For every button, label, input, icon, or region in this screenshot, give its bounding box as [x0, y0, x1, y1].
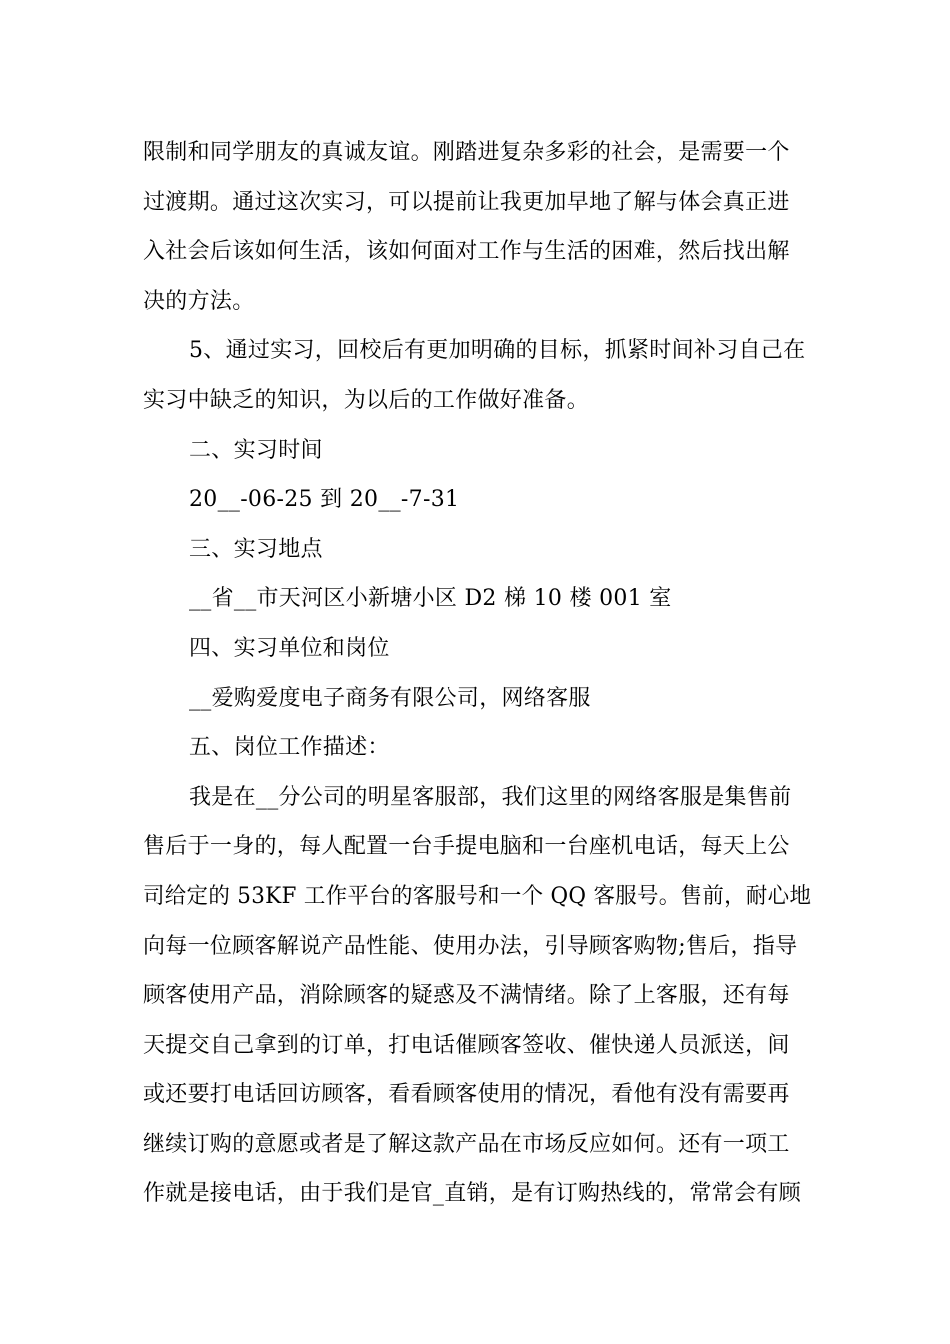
text-line: 作就是接电话，由于我们是官_直销，是有订购热线的，常常会有顾: [143, 1181, 802, 1207]
text-line: 三、实习地点: [189, 536, 323, 562]
text-line: 五、岗位工作描述：: [189, 735, 390, 761]
text-line: 向每一位顾客解说产品性能、使用办法，引导顾客购物;售后，指导: [143, 933, 798, 959]
text-line: 司给定的 53KF 工作平台的客服号和一个 QQ 客服号。售前，耐心地: [143, 883, 812, 909]
text-line: 过渡期。通过这次实习，可以提前让我更加早地了解与体会真正进: [143, 189, 790, 215]
text-line: 或还要打电话回访顾客，看看顾客使用的情况，看他有没有需要再: [143, 1082, 790, 1108]
text-line: 5、通过实习，回校后有更加明确的目标，抓紧时间补习自己在: [189, 338, 806, 364]
text-line: 20__-06-25 到 20__-7-31: [189, 487, 460, 513]
text-line: 决的方法。: [143, 288, 255, 314]
text-line: 实习中缺乏的知识，为以后的工作做好准备。: [143, 387, 590, 413]
text-line: 天提交自己拿到的订单，打电话催顾客签收、催快递人员派送，间: [143, 1032, 790, 1058]
text-line: 入社会后该如何生活，该如何面对工作与生活的困难，然后找出解: [143, 239, 790, 265]
text-line: __爱购爱度电子商务有限公司，网络客服: [189, 685, 591, 711]
text-line: 四、实习单位和岗位: [189, 635, 390, 661]
text-line: 我是在__分公司的明星客服部，我们这里的网络客服是集售前: [189, 784, 792, 810]
text-line: 继续订购的意愿或者是了解这款产品在市场反应如何。还有一项工: [143, 1131, 790, 1157]
text-line: 售后于一身的，每人配置一台手提电脑和一台座机电话，每天上公: [143, 834, 790, 860]
text-line: 二、实习时间: [189, 437, 323, 463]
text-line: 限制和同学朋友的真诚友谊。刚踏进复杂多彩的社会，是需要一个: [143, 140, 790, 165]
document-body: [143, 128, 811, 1219]
text-line: 顾客使用产品，消除顾客的疑惑及不满情绪。除了上客服，还有每: [143, 983, 790, 1009]
text-line: __省__市天河区小新塘小区 D2 梯 10 楼 001 室: [189, 586, 672, 612]
